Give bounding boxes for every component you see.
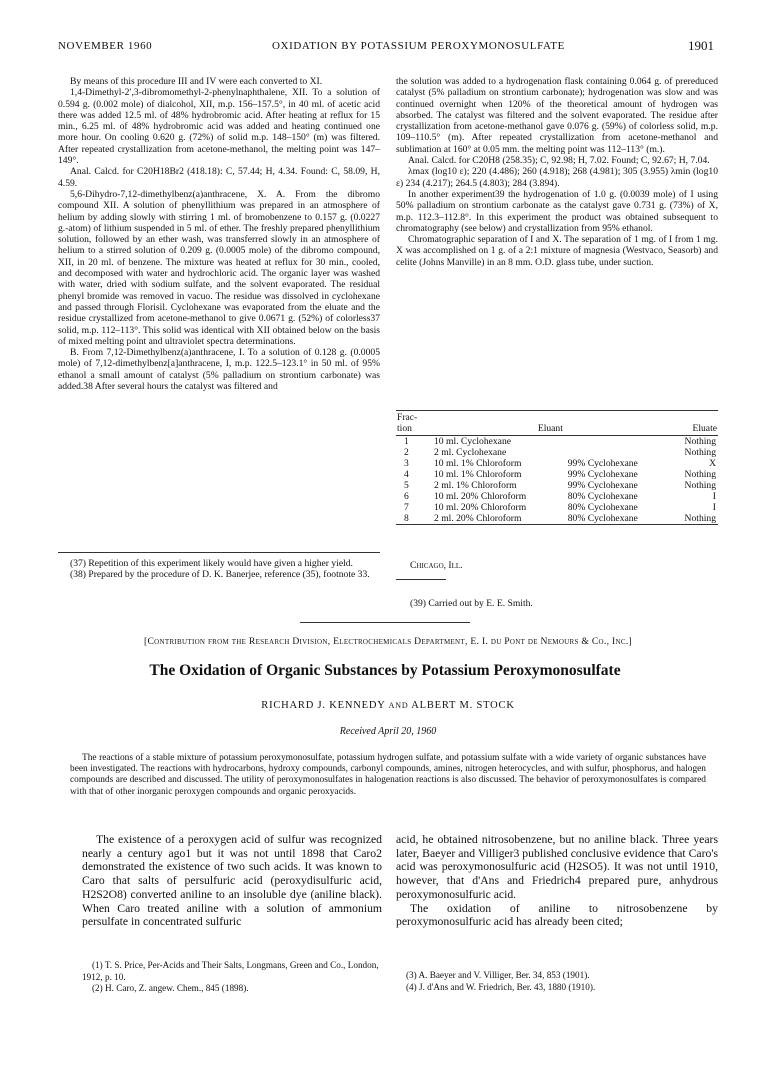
paragraph: In another experiment39 the hydrogenation of 1.0 g. (0.0039 mole) of I using 50% palladium on strontium carbonate as the catalyst gave 0.731 g. (73%) of X, m.p. 112.3–112.8°. In this experiment the product was obtained subsequent to chromatography (see below) and crystallization from 95% ethanol. bbox=[396, 188, 718, 234]
footnote: (4) J. d'Ans and W. Friedrich, Ber. 43, 1880 (1910). bbox=[406, 981, 596, 992]
paragraph: 1,4-Dimethyl-2′,3-dibromomethyl-2-phenylnaphthalene, XII. To a solution of 0.594 g. (0.002 mole) of dialcohol, XII, m.p. 156–157.5°, in 40 ml. of acetic acid there was added 12.5 ml. of 48% hydrobromic acid. After heating at reflux for 15 min., 6.25 ml. of 48% hydrobromic acid was added and heating continued one more hour. On cooling 0.620 g. (72%) of solid m.p. 148–150° (m) was filtered. After repeated crystallization from acetone-methanol, the melting point was 147–149°. bbox=[58, 87, 380, 167]
table-header-eluate: Eluate bbox=[692, 423, 717, 434]
body-right bbox=[396, 833, 718, 929]
eluant-cell: 2 ml. 20% Chloroform bbox=[434, 513, 522, 524]
eluate-cell: Nothing bbox=[684, 447, 716, 458]
author-1: RICHARD J. KENNEDY bbox=[261, 700, 386, 711]
abstract: The reactions of a stable mixture of potassium peroxymonosulfate, potassium hydrogen sulfate, and potassium sulfate with a wide variety of organic substances have been investigated. The reactions with hydrocarbons, hydroxy compounds, carbonyl compounds, amines, nitrogen heterocycles, and with sulfur, phosphorus, and halogen compounds are described and discussed. The utility of peroxymonosulfates in halogenation reactions is also discussed. The behavior of peroxymonosulfates is compared with that of other inorganic peroxygen compounds and organic peroxyacids. bbox=[70, 753, 706, 797]
fraction-cell: 7 bbox=[404, 502, 409, 513]
received-date: Received April 20, 1960 bbox=[339, 726, 437, 737]
eluant-cell: 10 ml. 20% Chloroform bbox=[434, 491, 527, 502]
footnote-39: (39) Carried out by E. E. Smith. bbox=[410, 598, 533, 609]
fraction-cell: 6 bbox=[404, 491, 409, 502]
table-header-eluant: Eluant bbox=[537, 423, 563, 434]
divider bbox=[300, 622, 470, 623]
table-row bbox=[396, 513, 718, 524]
page-number: 1901 bbox=[688, 38, 714, 53]
eluant-cell-2: 99% Cyclohexane bbox=[567, 469, 638, 480]
left-column bbox=[58, 76, 380, 392]
paragraph: The existence of a peroxygen acid of sulfur was recognized nearly a century ago1 but it was not until 1898 that Caro2 demonstrated the existence of two such acids. It was known to Caro that salts of persulfuric acid (peroxydisulfuric acid, H2S2O8) converted aniline to an insoluble dye (aniline black). When Caro treated aniline with a solution of ammonium persulfate in concentrated sulfuric bbox=[82, 833, 382, 929]
eluate-cell: X bbox=[709, 458, 716, 469]
body-left bbox=[82, 833, 382, 929]
footnotes-bottom-left bbox=[82, 960, 382, 995]
article-title: The Oxidation of Organic Substances by Potassium Peroxymonosulfate bbox=[149, 662, 621, 679]
fraction-cell: 2 bbox=[404, 447, 409, 458]
eluant-cell-2: 80% Cyclohexane bbox=[567, 502, 638, 513]
footnote: (3) A. Baeyer and V. Villiger, Ber. 34, 853 (1901). bbox=[406, 970, 590, 980]
table-row bbox=[396, 502, 718, 513]
footnotes-left bbox=[58, 558, 380, 581]
eluate-cell: Nothing bbox=[684, 469, 716, 480]
footnote: (2) H. Caro, Z. angew. Chem., 845 (1898). bbox=[92, 983, 249, 993]
footnotes-bottom-right bbox=[396, 970, 718, 993]
paragraph: Chromatographic separation of I and X. The separation of 1 mg. of I from 1 mg. X was accomplished on 1 g. of a 2:1 mixture of magnesia (Westvaco, Seasorb) and celite (Johns Manville) in an 8 mm. O.D. glass tube, under suction. bbox=[396, 234, 718, 268]
eluant-cell: 10 ml. 20% Chloroform bbox=[434, 502, 527, 513]
paragraph: λmax (log10 ε); 220 (4.486); 260 (4.918); 268 (4.981); 305 (3.955) λmin (log10 ε) 234 (4.217); 264.5 (4.803); 284 (3.894). bbox=[396, 166, 718, 189]
paragraph: the solution was added to a hydrogenation flask containing 0.064 g. of prereduced catalyst (5% palladium on strontium carbonate); hydrogenation was slow and was continued overnight when 120% of the theoretical amount of hydrogen was absorbed. The catalyst was filtered and the solvent evaporated. The residue after crystallization from acetone-methanol gave 0.076 g. (59%) of colorless solid, m.p. 109–110.5° (m). After repeated crystallization from acetone-methanol and sublimation at 160° at 0.05 mm. the melting point was 112–113° (m.). bbox=[396, 76, 718, 155]
paragraph: 5,6-Dihydro-7,12-dimethylbenz(a)anthracene, X. A. From the dibromo compound XII. A solution of phenyllithium was prepared in an atmosphere of helium by adding slowly with stirring 1 ml. of bromobenzene to 0.157 g. (0.0227 g.-atom) of lithium suspended in 5 ml. of ether. The freshly prepared phenyllithium solution, followed by an ether wash, was transferred slowly in an atmosphere of helium to a stirred solution of 0.209 g. (0.0005 mole) of the dibromo compound, XII, in 20 ml. of benzene. The mixture was heated at reflux for 30 min., cooled, and decomposed with water and hydrochloric acid. The organic layer was washed with water, dried with sodium sulfate, and the solvent evaporated. The residual phenyl bromide was removed in vacuo. The residue was dissolved in cyclohexane and passed through Florisil. Cyclohexane was evaporated from the eluate and the residue crystallized from acetone-methanol to give 0.0671 g. (52%) of colorless37 solid, m.p. 112–113°. This solid was identical with XII obtained below on the basis of mixed melting point and ultraviolet spectra determinations. bbox=[58, 188, 380, 347]
eluant-cell-2: 80% Cyclohexane bbox=[567, 491, 638, 502]
paragraph: By means of this procedure III and IV were each converted to XI. bbox=[70, 76, 323, 87]
author-and: AND bbox=[388, 701, 409, 710]
chromatography-table bbox=[396, 410, 718, 525]
paragraph: The oxidation of aniline to nitrosobenzene by peroxymonosulfuric acid has already been cited; bbox=[396, 901, 718, 929]
paragraph: Anal. Calcd. for C20H18Br2 (418.18): C, 57.44; H, 4.34. Found: C, 58.09, H, 4.59. bbox=[58, 166, 380, 189]
contribution-line: [Contribution from the Research Division, Electrochemicals Department, E. I. du Pont de Nemours & Co., Inc.] bbox=[143, 636, 633, 647]
paragraph: B. From 7,12-Dimethylbenz(a)anthracene, I. To a solution of 0.128 g. (0.0005 mole) of 7,12-dimethylbenz[a]anthracene, I, m.p. 122.5–123.1° in 50 ml. of 95% ethanol a small amount of catalyst (5% palladium on strontium carbonate) was added.38 After several hours the catalyst was filtered and bbox=[58, 347, 380, 393]
table-row bbox=[396, 458, 718, 469]
paragraph: Anal. Calcd. for C20H8 (258.35); C, 92.98; H, 7.02. Found; C, 92.67; H, 7.04. bbox=[408, 155, 710, 167]
table-row bbox=[396, 436, 718, 448]
authors bbox=[58, 700, 718, 711]
eluant-cell-2 bbox=[566, 436, 669, 448]
fraction-cell: 1 bbox=[404, 436, 409, 447]
fraction-cell: 4 bbox=[404, 469, 409, 480]
table-header-fraction: Frac- tion bbox=[397, 412, 418, 434]
place: Chicago, Ill. bbox=[410, 560, 463, 571]
eluant-cell: 2 ml. Cyclohexane bbox=[434, 447, 507, 458]
table-row bbox=[396, 447, 718, 458]
eluate-cell: Nothing bbox=[684, 480, 716, 491]
eluant-cell: 2 ml. 1% Chloroform bbox=[434, 480, 517, 491]
footnote-rule bbox=[58, 552, 380, 553]
eluant-cell: 10 ml. Cyclohexane bbox=[434, 436, 511, 447]
right-column bbox=[396, 76, 718, 268]
paragraph: acid, he obtained nitrosobenzene, but no aniline black. Three years later, Baeyer and Villiger3 published conclusive evidence that Caro's acid was peroxymonosulfuric acid (H2SO5). It was not until 1910, however, that d'Ans and Friedrich4 prepared pure, anhydrous peroxymonosulfuric acid. bbox=[396, 833, 718, 901]
eluate-cell: I bbox=[712, 491, 716, 502]
eluant-cell-2: 99% Cyclohexane bbox=[567, 458, 638, 469]
table-row bbox=[396, 491, 718, 502]
footnote: (37) Repetition of this experiment likely would have given a higher yield. bbox=[70, 558, 353, 569]
table-row bbox=[396, 469, 718, 480]
fraction-cell: 8 bbox=[404, 513, 409, 524]
table-row bbox=[396, 480, 718, 491]
eluant-cell-2 bbox=[566, 447, 669, 458]
eluant-cell: 10 ml. 1% Chloroform bbox=[434, 458, 522, 469]
divider bbox=[396, 579, 446, 580]
eluate-cell: Nothing bbox=[684, 436, 716, 447]
footnote: (1) T. S. Price, Per-Acids and Their Salts, Longmans, Green and Co., London, 1912, p. 10. bbox=[82, 960, 379, 982]
eluate-cell: Nothing bbox=[684, 513, 716, 524]
fraction-cell: 3 bbox=[404, 458, 409, 469]
eluant-cell-2: 80% Cyclohexane bbox=[567, 513, 638, 524]
eluant-cell-2: 99% Cyclohexane bbox=[567, 480, 638, 491]
author-2: ALBERT M. STOCK bbox=[411, 700, 515, 711]
footnote: (38) Prepared by the procedure of D. K. Banerjee, reference (35), footnote 33. bbox=[70, 569, 370, 581]
eluant-cell: 10 ml. 1% Chloroform bbox=[434, 469, 522, 480]
running-head-date: NOVEMBER 1960 bbox=[58, 40, 153, 52]
fraction-cell: 5 bbox=[404, 480, 409, 491]
running-head-title: OXIDATION BY POTASSIUM PEROXYMONOSULFATE bbox=[272, 40, 565, 52]
eluate-cell: I bbox=[712, 502, 716, 513]
